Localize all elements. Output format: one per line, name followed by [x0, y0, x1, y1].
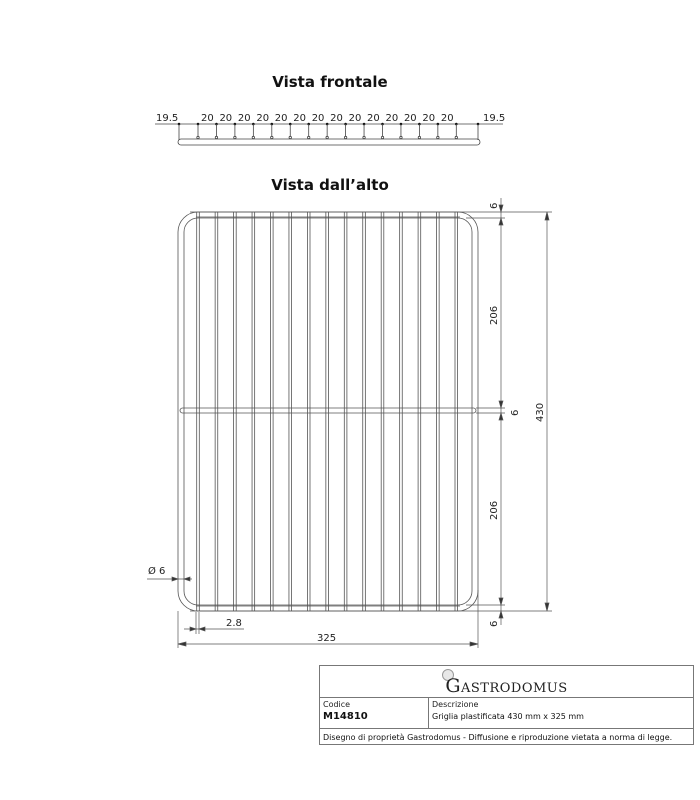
- dim-wire-offset: 2.8: [226, 618, 242, 629]
- front-wire-ticks: [178, 123, 480, 140]
- description-label: Descrizione: [432, 700, 479, 709]
- top-view: [178, 212, 478, 611]
- front-dim-pitch: 20: [422, 113, 436, 124]
- dim-overall-width: 325: [317, 633, 337, 644]
- front-dim-pitch: 20: [293, 113, 306, 124]
- front-dim-pitch: 20: [256, 113, 270, 124]
- inner-frame: [184, 218, 472, 605]
- front-dim-pitch: 20: [385, 113, 399, 124]
- center-cross-bar: [180, 408, 476, 413]
- dim-top-margin: 6: [489, 202, 500, 209]
- top-view-title: Vista dall’alto: [271, 176, 389, 194]
- brand-logo: GASTRODOMUS: [445, 675, 568, 697]
- front-dim-pitch: 20: [367, 113, 380, 124]
- front-frame-bar: [178, 139, 480, 145]
- code-value: M14810: [323, 711, 368, 722]
- front-dim-pitch: 20: [403, 113, 417, 124]
- front-dim-pitch: 20: [330, 113, 343, 124]
- logo-row: [320, 666, 693, 698]
- dim-upper-span: 206: [489, 305, 500, 325]
- ownership-notice: Disegno di proprietà Gastrodomus - Diffusione e riproduzione vietata a norma di legge.: [323, 733, 673, 742]
- dim-overall-length: 430: [535, 402, 546, 422]
- front-dim-pitch: 20: [348, 113, 362, 124]
- front-dim-pitch: 20: [237, 113, 251, 124]
- front-view-title: Vista frontale: [272, 73, 388, 91]
- front-dimension-labels: [156, 113, 505, 124]
- front-dim-pitch: 20: [201, 113, 214, 124]
- dim-bottom-margin: 6: [489, 620, 500, 627]
- title-block: [319, 665, 694, 745]
- description-value: Griglia plastificata 430 mm x 325 mm: [432, 712, 584, 721]
- top-view-dimensions: [147, 198, 552, 648]
- outer-frame: [178, 212, 478, 611]
- front-dim-pitch: 20: [440, 113, 454, 124]
- front-dim-edge-left: 19.5: [156, 113, 179, 124]
- code-cell: [320, 698, 429, 728]
- dim-wire-diameter: Ø 6: [148, 566, 166, 577]
- description-cell: [429, 698, 693, 728]
- dim-lower-span: 206: [489, 500, 500, 520]
- front-view: [155, 123, 503, 145]
- front-dim-pitch: 20: [274, 113, 288, 124]
- code-label: Codice: [323, 700, 351, 709]
- front-dim-edge-right: 19.5: [483, 113, 506, 124]
- front-dim-pitch: 20: [311, 113, 325, 124]
- longitudinal-wires: [197, 212, 458, 611]
- dim-center-bar: 6: [510, 409, 521, 416]
- front-dim-pitch: 20: [219, 113, 233, 124]
